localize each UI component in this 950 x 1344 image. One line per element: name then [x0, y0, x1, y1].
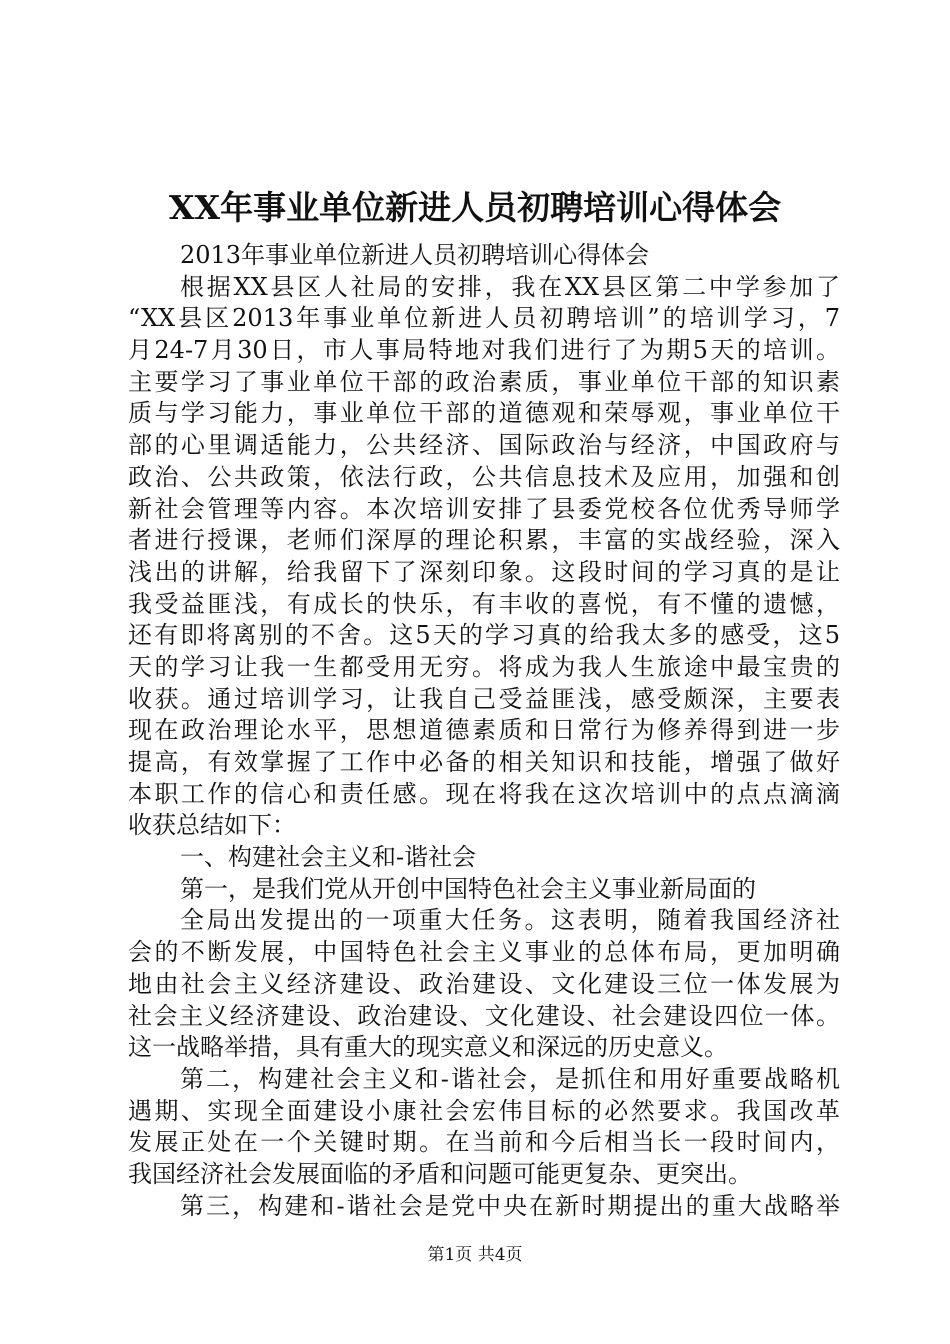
body-line: 这一战略举措，具有重大的现实意义和深远的历史意义。 [128, 1033, 728, 1062]
body-line: 第一，是我们党从开创中国特色社会主义事业新局面的 [180, 874, 756, 903]
body-line: 还有即将离别的不舍。这5天的学习真的给我太多的感受，这5 [128, 621, 840, 650]
body-line: 我受益匪浅，有成长的快乐，有丰收的喜悦，有不懂的遗憾， [128, 589, 840, 618]
body-line: 会的不断发展，中国特色社会主义事业的总体布局，更加明确 [128, 938, 840, 967]
body-line: 根据XX县区人社局的安排，我在XX县区第二中学参加了 [180, 272, 840, 301]
subtitle-line: 2013年事业单位新进人员初聘培训心得体会 [180, 241, 650, 269]
body-line: “XX县区2013年事业单位新进人员初聘培训”的培训学习，7 [128, 304, 840, 333]
body-line: 质与学习能力，事业单位干部的道德观和荣辱观，事业单位干 [128, 399, 840, 428]
body-line: 全局出发提出的一项重大任务。这表明，随着我国经济社 [180, 906, 840, 935]
body-line: 现在政治理论水平，思想道德素质和日常行为修养得到进一步 [128, 716, 840, 745]
body-line: 主要学习了事业单位干部的政治素质，事业单位干部的知识素 [128, 367, 840, 396]
page-footer: 第1页 共4页 [427, 1245, 523, 1265]
body-line: 发展正处在一个关键时期。在当前和今后相当长一段时间内， [128, 1128, 840, 1157]
body-line: 政治、公共政策，依法行政，公共信息技术及应用，加强和创 [128, 462, 840, 491]
body-line: 地由社会主义经济建设、政治建设、文化建设三位一体发展为 [128, 969, 840, 998]
body-line: 收获。通过培训学习，让我自己受益匪浅，感受颇深，主要表 [128, 684, 840, 713]
body-line: 本职工作的信心和责任感。现在将我在这次培训中的点点滴滴 [128, 779, 840, 808]
body-line: 天的学习让我一生都受用无穷。将成为我人生旅途中最宝贵的 [128, 652, 840, 681]
body-line: 第三，构建和-谐社会是党中央在新时期提出的重大战略举 [180, 1191, 840, 1220]
body-line: 第二，构建社会主义和-谐社会，是抓住和用好重要战略机 [180, 1064, 840, 1093]
body-line: 遇期、实现全面建设小康社会宏伟目标的必然要求。我国改革 [128, 1096, 840, 1125]
body-line: 浅出的讲解，给我留下了深刻印象。这段时间的学习真的是让 [128, 557, 840, 586]
body-line: 部的心里调适能力，公共经济、国际政治与经济，中国政府与 [128, 431, 840, 460]
document-title: XX年事业单位新进人员初聘培训心得体会 [168, 188, 782, 227]
body-line: 收获总结如下： [128, 811, 296, 840]
body-line: 者进行授课，老师们深厚的理论积累，丰富的实战经验，深入 [128, 526, 840, 555]
section-heading: 一、构建社会主义和-谐社会 [180, 843, 477, 872]
document-body [128, 240, 840, 1222]
body-line: 提高，有效掌握了工作中必备的相关知识和技能，增强了做好 [128, 748, 840, 776]
body-line: 社会主义经济建设、政治建设、文化建设、社会建设四位一体。 [128, 1001, 840, 1030]
body-line: 月24-7月30日，市人事局特地对我们进行了为期5天的培训。 [128, 336, 840, 365]
body-line: 我国经济社会发展面临的矛盾和问题可能更复杂、更突出。 [128, 1159, 752, 1188]
body-line: 新社会管理等内容。本次培训安排了县委党校各位优秀导师学 [128, 494, 840, 523]
